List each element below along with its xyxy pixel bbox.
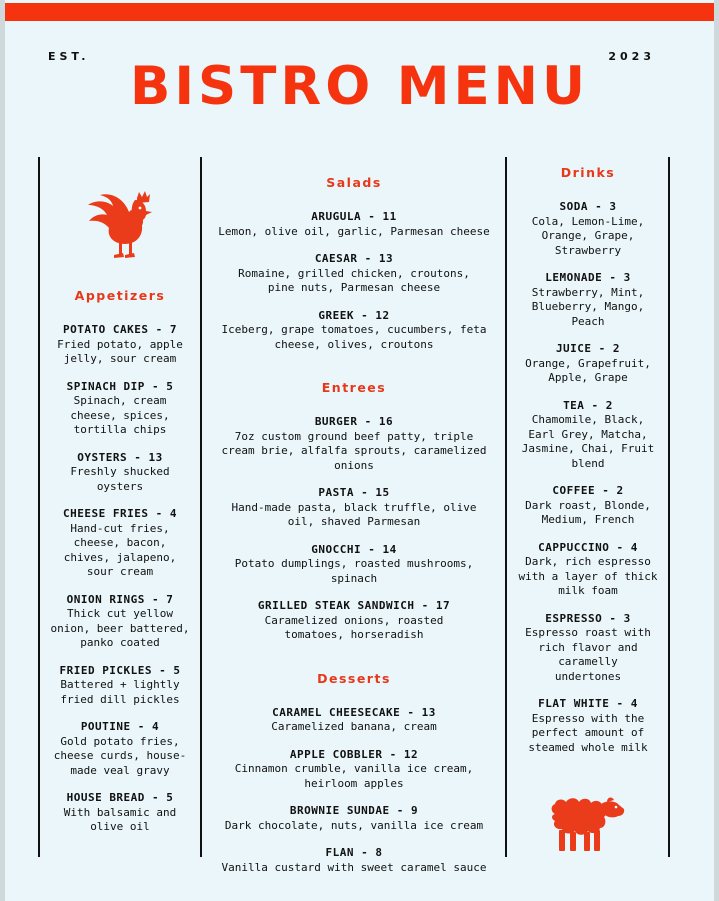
item-name: ARUGULA - 11 bbox=[311, 210, 397, 223]
section-title-entrees: Entrees bbox=[321, 380, 387, 395]
section-title-salads: Salads bbox=[326, 175, 382, 190]
menu-item bbox=[203, 309, 505, 353]
established-year: 2023 bbox=[608, 50, 655, 63]
item-description: Espresso roast with rich flavor and caramelly undertones bbox=[525, 626, 651, 683]
menu-item bbox=[203, 706, 505, 735]
item-name: COFFEE - 2 bbox=[552, 484, 624, 497]
item-name: SPINACH DIP - 5 bbox=[66, 379, 174, 393]
item-name: CARAMEL CHEESECAKE - 13 bbox=[272, 705, 436, 719]
item-description: Romaine, grilled chicken, croutons, pine nuts, Parmesan cheese bbox=[238, 266, 470, 294]
section-title-desserts: Desserts bbox=[317, 670, 391, 686]
item-name: GRILLED STEAK SANDWICH - 17 bbox=[257, 599, 451, 612]
item-name: CHEESE FRIES - 4 bbox=[63, 507, 177, 520]
column-drinks bbox=[508, 157, 668, 768]
item-description: Dark roast, Blonde, Medium, French bbox=[525, 498, 651, 526]
menu-item bbox=[40, 451, 200, 495]
item-description: Iceberg, grape tomatoes, cucumbers, feta cheese, olives, croutons bbox=[221, 323, 487, 351]
menu-item bbox=[40, 791, 200, 835]
page-border-left bbox=[0, 0, 5, 901]
top-accent-bar bbox=[5, 3, 714, 21]
menu-item bbox=[40, 720, 200, 778]
menu-item bbox=[203, 846, 505, 875]
menu-item bbox=[508, 541, 668, 599]
menu-item bbox=[40, 664, 200, 708]
item-description: Thick cut yellow onion, beer battered, panko coated bbox=[50, 607, 190, 649]
menu-item bbox=[40, 380, 200, 438]
menu-item bbox=[203, 210, 505, 239]
column-divider-4 bbox=[668, 157, 670, 857]
item-description: Cola, Lemon-Lime, Orange, Grape, Strawberry bbox=[531, 214, 645, 257]
menu-title: BISTRO MENU bbox=[129, 56, 590, 117]
item-name: BROWNIE SUNDAE - 9 bbox=[289, 804, 419, 817]
item-description: Gold potato fries, cheese curds, house-made veal gravy bbox=[53, 734, 187, 777]
item-description: Hand-cut fries, cheese, bacon, chives, jalapeno, sour cream bbox=[63, 521, 177, 578]
item-name: SODA - 3 bbox=[559, 200, 617, 213]
menu-item bbox=[508, 612, 668, 685]
item-description: Hand-made pasta, black truffle, olive oil, shaved Parmesan bbox=[231, 500, 477, 528]
item-description: Espresso with the perfect amount of steamed whole milk bbox=[528, 711, 648, 754]
sheep-icon bbox=[549, 796, 625, 854]
menu-item bbox=[203, 486, 505, 530]
item-name: APPLE COBBLER - 12 bbox=[289, 747, 419, 761]
item-name: OYSTERS - 13 bbox=[77, 450, 163, 464]
column-divider-2 bbox=[200, 157, 202, 857]
item-description: Fried potato, apple jelly, sour cream bbox=[57, 337, 183, 365]
item-description: Freshly shucked oysters bbox=[70, 465, 170, 493]
item-name: BURGER - 16 bbox=[314, 415, 394, 428]
menu-item bbox=[40, 323, 200, 367]
menu-item bbox=[40, 507, 200, 580]
item-description: Orange, Grapefruit, Apple, Grape bbox=[525, 356, 651, 384]
menu-item bbox=[508, 342, 668, 386]
item-name: FLAT WHITE - 4 bbox=[538, 697, 638, 710]
item-description: Cinnamon crumble, vanilla ice cream, heirloom apples bbox=[234, 762, 474, 790]
item-name: PASTA - 15 bbox=[318, 486, 390, 499]
item-description: Dark, rich espresso with a layer of thick milk foam bbox=[518, 555, 658, 597]
item-description: Caramelized onions, roasted tomatoes, horseradish bbox=[264, 613, 444, 641]
item-description: Caramelized banana, cream bbox=[271, 720, 437, 733]
section-title-drinks: Drinks bbox=[560, 165, 616, 180]
menu-item bbox=[203, 599, 505, 643]
menu-item bbox=[508, 697, 668, 755]
item-name: GNOCCHI - 14 bbox=[311, 542, 397, 556]
menu-item bbox=[508, 484, 668, 528]
item-name: CAPPUCCINO - 4 bbox=[538, 540, 638, 554]
column-divider-3 bbox=[505, 157, 507, 857]
section-title-appetizers: Appetizers bbox=[74, 288, 166, 303]
menu-item bbox=[40, 593, 200, 651]
column-mains bbox=[203, 157, 505, 888]
item-name: ONION RINGS - 7 bbox=[66, 592, 174, 606]
page-border-right bbox=[714, 0, 719, 901]
item-name: JUICE - 2 bbox=[555, 342, 621, 355]
item-description: Dark chocolate, nuts, vanilla ice cream bbox=[224, 818, 484, 832]
item-description: Lemon, olive oil, garlic, Parmesan cheese bbox=[218, 224, 490, 238]
item-description: Potato dumplings, roasted mushrooms, spinach bbox=[234, 557, 474, 585]
menu-item bbox=[203, 748, 505, 792]
item-description: Battered + lightly fried dill pickles bbox=[60, 678, 180, 706]
item-name: FLAN - 8 bbox=[325, 846, 383, 859]
menu-item bbox=[203, 415, 505, 473]
item-description: 7oz custom ground beef patty, triple cream brie, alfalfa sprouts, caramelized onions bbox=[221, 429, 487, 472]
item-name: GREEK - 12 bbox=[318, 308, 390, 322]
menu-item bbox=[508, 271, 668, 329]
item-description: Spinach, cream cheese, spices, tortilla chips bbox=[70, 394, 170, 436]
column-appetizers bbox=[40, 157, 200, 848]
item-name: LEMONADE - 3 bbox=[545, 271, 631, 284]
item-name: ESPRESSO - 3 bbox=[545, 611, 631, 625]
item-description: Chamomile, Black, Earl Grey, Matcha, Jasmine, Chai, Fruit blend bbox=[521, 413, 655, 470]
item-name: POUTINE - 4 bbox=[80, 720, 160, 733]
item-description: Strawberry, Mint, Blueberry, Mango, Peach bbox=[531, 285, 645, 328]
item-name: POTATO CAKES - 7 bbox=[63, 323, 177, 336]
menu-item bbox=[508, 200, 668, 258]
established-label: EST. bbox=[48, 50, 90, 63]
item-name: TEA - 2 bbox=[563, 398, 613, 412]
menu-item bbox=[508, 399, 668, 472]
item-name: CAESAR - 13 bbox=[314, 252, 394, 265]
item-description: With balsamic and olive oil bbox=[63, 805, 177, 833]
menu-item bbox=[203, 252, 505, 296]
item-description: Vanilla custard with sweet caramel sauce bbox=[221, 860, 487, 874]
menu-item bbox=[203, 543, 505, 587]
menu-item bbox=[203, 804, 505, 833]
item-name: HOUSE BREAD - 5 bbox=[66, 791, 174, 804]
item-name: FRIED PICKLES - 5 bbox=[59, 663, 181, 677]
